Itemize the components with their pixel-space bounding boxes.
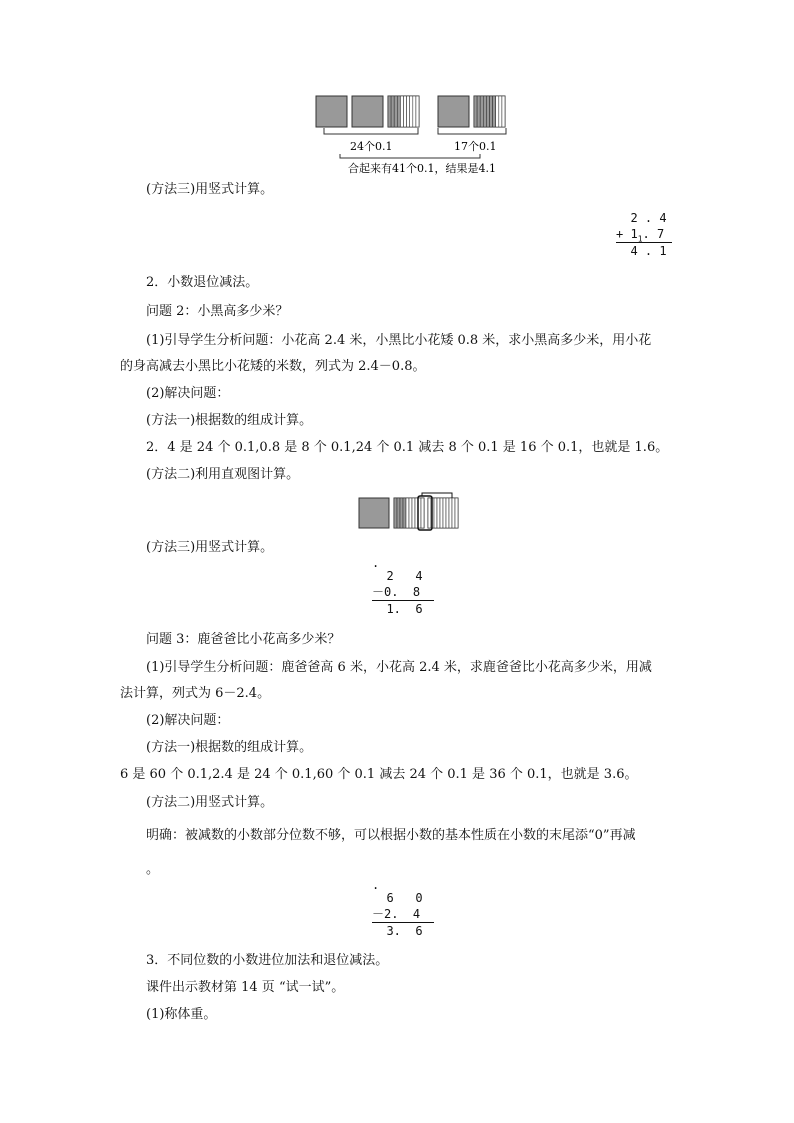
tenth-strip: [421, 498, 424, 528]
decimal-blocks-figure: [310, 92, 510, 182]
q3-note: 明确：被减数的小数部分位数不够，可以根据小数的基本性质在小数的末尾添“0”再减: [146, 828, 636, 843]
tenth-strip: [410, 96, 413, 127]
tenth-strip: [391, 96, 394, 127]
addend-2-row: [616, 226, 672, 242]
label-left: 24个0.1: [350, 140, 393, 153]
join-bracket: [340, 154, 480, 158]
bracket-left: [324, 128, 418, 134]
tenths-strips-4: [388, 96, 419, 127]
q3-note-end: 。: [146, 862, 160, 877]
tenth-strip: [404, 96, 407, 127]
plus-sign: +: [616, 227, 624, 241]
q2-method2: (方法二)利用直观图计算。: [146, 467, 300, 482]
tenth-strip: [490, 96, 493, 127]
question3: 问题 3：鹿爸爸比小花高多少米？: [146, 632, 341, 647]
minuend-2: 6 0: [372, 891, 423, 905]
tenth-strip: [493, 96, 496, 127]
tenth-strip: [437, 498, 440, 528]
carry-digit: 1: [637, 234, 643, 244]
tenth-strip: [397, 96, 400, 127]
tenth-strip: [480, 96, 483, 127]
difference-2: 3. 6: [372, 922, 434, 939]
section2-heading: 2．小数退位减法。: [146, 275, 259, 290]
tenth-strip: [406, 498, 409, 528]
vertical-subtraction-2: [372, 880, 434, 939]
bracket-right: [438, 128, 506, 134]
tenth-strip: [407, 96, 410, 127]
borrow-dot-1: .: [372, 556, 380, 570]
tenth-strip: [474, 96, 477, 127]
q3-analysis-b: 法计算，列式为 6－2.4。: [120, 686, 271, 701]
tenth-strip: [446, 498, 449, 528]
q3-method2: (方法二)用竖式计算。: [146, 795, 274, 810]
figure-caption: 合起来有41个0.1，结果是4.1: [348, 162, 496, 175]
full-square-3: [438, 96, 469, 127]
full-square-1: [316, 96, 347, 127]
tenth-strip: [409, 498, 412, 528]
section3-slide: 课件出示教材第 14 页 “试一试”。: [146, 980, 345, 995]
tenth-strip: [455, 498, 458, 528]
tenth-strip: [449, 498, 452, 528]
q2-solve: (2)解决问题：: [146, 386, 230, 401]
q3-analysis-a: (1)引导学生分析问题：鹿爸爸高 6 米，小花高 2.4 米，求鹿爸爸比小花高多少米，用减: [146, 660, 652, 675]
tenth-strip: [440, 498, 443, 528]
tenth-strip: [428, 498, 431, 528]
addend-2-int: 1: [623, 227, 638, 241]
tenths-strips-7: [474, 96, 505, 127]
q2-analysis-a: (1)引导学生分析问题：小花高 2.4 米，小黑比小花矮 0.8 米，求小黑高多少米，用小花: [146, 333, 652, 348]
tenth-strip: [483, 96, 486, 127]
tenth-strip: [499, 96, 502, 127]
q2-method1: (方法一)根据数的组成计算。: [146, 413, 313, 428]
vertical-subtraction-1: [372, 558, 434, 617]
full-square: [359, 498, 389, 528]
full-square-2: [352, 96, 383, 127]
tenth-strip: [400, 96, 403, 127]
method3-label-a: (方法三)用竖式计算。: [146, 182, 274, 197]
label-right: 17个0.1: [454, 140, 497, 153]
tenth-strip: [443, 498, 446, 528]
q3-method1: (方法一)根据数的组成计算。: [146, 740, 313, 755]
q2-method1-text: 2．4 是 24 个 0.1,0.8 是 8 个 0.1,24 个 0.1 减去 8 个 0.1 是 16 个 0.1，也就是 1.6。: [146, 440, 669, 455]
subtrahend-2: －2. 4: [372, 907, 421, 921]
tenth-strip: [486, 96, 489, 127]
tenth-strip: [477, 96, 480, 127]
tenth-strip: [502, 96, 505, 127]
tenth-strip: [394, 96, 397, 127]
tenth-strip: [434, 498, 437, 528]
minuend-1: 2 4: [372, 569, 423, 583]
q3-method1-text: 6 是 60 个 0.1,2.4 是 24 个 0.1,60 个 0.1 减去 24 个 0.1 是 36 个 0.1，也就是 3.6。: [120, 767, 638, 782]
q3-solve: (2)解决问题：: [146, 713, 230, 728]
tenth-strip: [452, 498, 455, 528]
tenth-strip: [397, 498, 400, 528]
tenth-strip: [394, 498, 397, 528]
tenth-strip: [388, 96, 391, 127]
tenth-strip: [496, 96, 499, 127]
section3-weigh: (1)称体重。: [146, 1007, 217, 1022]
vertical-addition: [616, 210, 672, 259]
tenth-strip: [400, 498, 403, 528]
difference-1: 1. 6: [372, 600, 434, 617]
addend-2-dec: . 7: [642, 227, 665, 241]
section3-heading: 3．不同位数的小数进位加法和退位减法。: [146, 953, 389, 968]
tenth-strip: [403, 498, 406, 528]
sum: 4 . 1: [616, 242, 672, 259]
q2-analysis-b: 的身高减去小黑比小花矮的米数，列式为 2.4－0.8。: [120, 359, 426, 374]
subtraction-blocks-figure: [356, 492, 466, 532]
tenths-strips-4b: [394, 498, 458, 528]
tenth-strip: [413, 96, 416, 127]
subtrahend-1: －0. 8: [372, 585, 421, 599]
q2-method3: (方法三)用竖式计算。: [146, 540, 274, 555]
addend-1: 2 . 4: [616, 211, 667, 225]
question2: 问题 2：小黑高多少米？: [146, 304, 289, 319]
tenth-strip: [412, 498, 415, 528]
tenth-strip: [416, 96, 419, 127]
borrow-dot-2: .: [372, 878, 380, 892]
